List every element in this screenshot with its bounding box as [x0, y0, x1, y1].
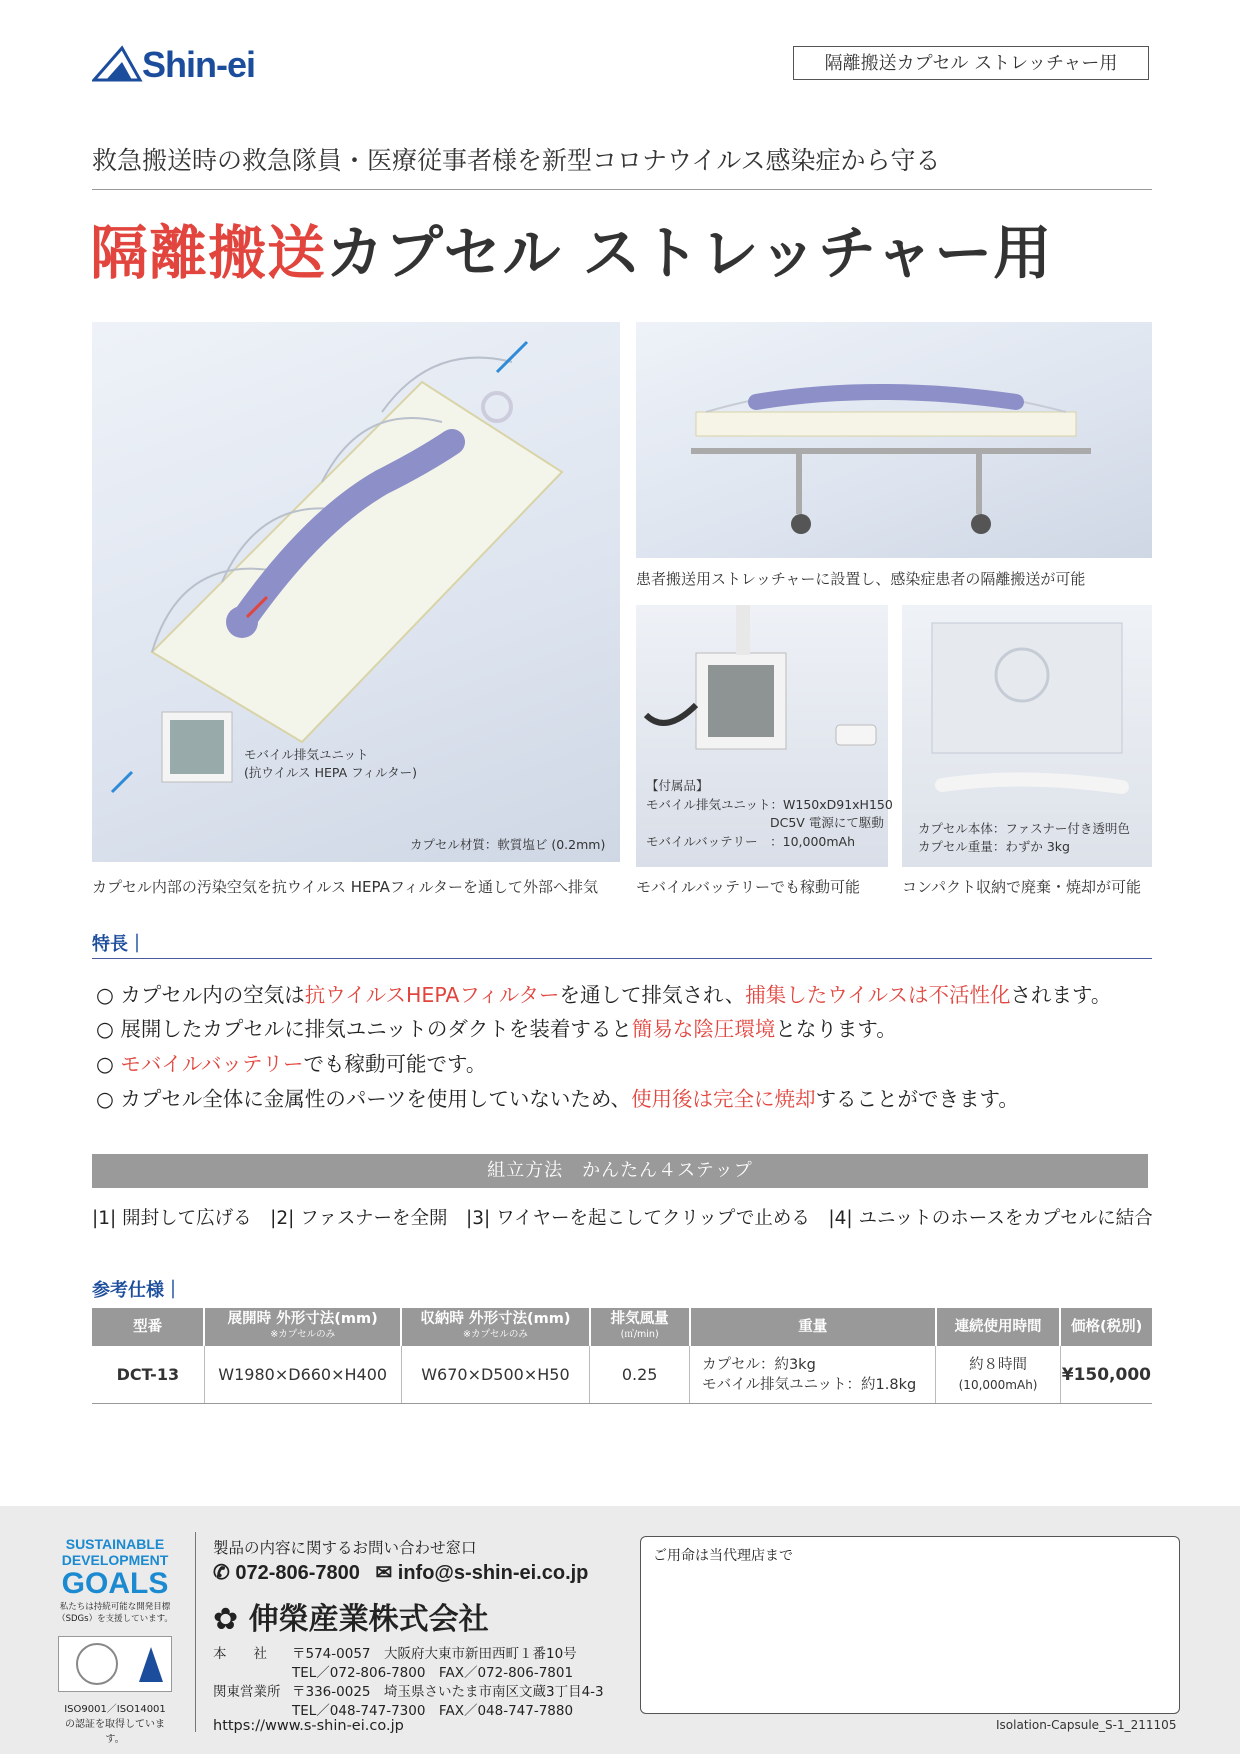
page-title — [90, 206, 1052, 290]
footer-divider — [195, 1532, 196, 1732]
east-address: 〒336-0025 埼玉県さいたま市南区文蔵3丁目4-3 — [292, 1684, 604, 1700]
folded-caption: コンパクト収納で廃棄・焼却が可能 — [902, 878, 1141, 896]
company-name: ✿ 伸榮産業株式会社 — [213, 1602, 489, 1637]
spec-heading: 参考仕様｜ — [92, 1280, 182, 1301]
website-link[interactable]: https://www.s-shin-ei.co.jp — [213, 1718, 404, 1734]
stretcher-caption: 患者搬送用ストレッチャーに設置し、感染症患者の隔離搬送が可能 — [636, 570, 1086, 588]
unit-filter-label: (抗ウイルス HEPA フィルター) — [244, 765, 418, 780]
email-link[interactable]: info@s-shin-ei.co.jp — [397, 1562, 589, 1584]
features-divider — [92, 958, 1152, 959]
capsule-weight-spec: カプセル重量：わずか 3kg — [918, 839, 1070, 854]
header-price: 価格(税別) — [1060, 1308, 1152, 1346]
feature-item-1: ○ カプセル内の空気は抗ウイルスHEPAフィルターを通して排気され、捕集したウイルスは不活性化されます。 — [96, 983, 1112, 1007]
subtitle: 救急搬送時の救急隊員・医療従事者様を新型コロナウイルス感染症から守る — [92, 146, 941, 175]
assembly-steps: |1| 開封して広げる |2| ファスナーを全開 |3| ワイヤーを起こしてクリップで止める |4| ユニットのホースをカプセルに結合 — [92, 1208, 1153, 1229]
cell-airflow: 0.25 — [590, 1346, 690, 1404]
iso-jab-icon — [59, 1637, 171, 1691]
title-rest: カプセル ストレッチャー用 — [326, 219, 1053, 287]
phone-icon: ✆ — [213, 1562, 230, 1584]
document-code: Isolation-Capsule_S-1_211105 — [996, 1718, 1177, 1732]
iso-note: ISO9001／ISO14001 の認証を取得しています。 — [64, 1704, 166, 1745]
cell-stored-size: W670×D500×H50 — [401, 1346, 590, 1404]
hq-tel: TEL／072-806-7800 FAX／072-806-7801 — [292, 1665, 574, 1681]
feature-item-3: ○ モバイルバッテリーでも稼動可能です。 — [96, 1052, 487, 1076]
spec-table — [92, 1308, 1152, 1404]
table-row — [92, 1346, 1152, 1404]
cell-weight: カプセル：約3kg モバイル排気ユニット：約1.8kg — [690, 1346, 936, 1404]
title-highlight: 隔離搬送 — [90, 219, 327, 287]
dealer-label: ご用命は当代理店まで — [653, 1548, 793, 1564]
cell-price: ¥150,000 — [1060, 1346, 1152, 1404]
dealer-box — [640, 1536, 1180, 1714]
unit-caption: モバイルバッテリーでも稼動可能 — [636, 878, 860, 896]
east-label: 関東営業所 — [213, 1684, 281, 1700]
mail-icon: ✉ — [375, 1562, 393, 1584]
assembly-bar: 組立方法 かんたん４ステップ — [92, 1154, 1148, 1188]
iso-certificate-icon — [58, 1636, 172, 1692]
company-logo-icon: ✿ — [213, 1602, 239, 1637]
features-heading: 特長｜ — [92, 934, 146, 955]
header-stored-size: 収納時 外形寸法(mm) ※カプセルのみ — [401, 1308, 590, 1346]
stretcher-illustration — [636, 322, 1152, 558]
feature-item-4: ○ カプセル全体に金属性のパーツを使用していないため、使用後は完全に焼却することができます。 — [96, 1087, 1019, 1111]
spec-header-row — [92, 1308, 1152, 1346]
header-model: 型番 — [92, 1308, 204, 1346]
header-weight: 重量 — [690, 1308, 936, 1346]
cell-open-size: W1980×D660×H400 — [204, 1346, 401, 1404]
hq-label: 本 社 — [213, 1646, 267, 1662]
header-time: 連続使用時間 — [936, 1308, 1060, 1346]
divider — [92, 189, 1152, 190]
header-open-size: 展開時 外形寸法(mm) ※カプセルのみ — [204, 1308, 401, 1346]
sdg-logo: SUSTAINABLE DEVELOPMENT GOALS 私たちは持続可能な開発目標 （SDGs）を支援しています。 — [57, 1536, 173, 1624]
brand-name: Shin-ei — [142, 44, 256, 85]
material-label: カプセル材質：軟質塩ビ (0.2mm) — [410, 837, 606, 852]
feature-item-2: ○ 展開したカプセルに排気ユニットのダクトを装着すると簡易な陰圧環境となります。 — [96, 1017, 897, 1041]
phone-number[interactable]: 072-806-7800 — [235, 1562, 360, 1584]
accessory-unit: モバイル排気ユニット：W150xD91xH150 — [646, 797, 893, 812]
contact-heading: 製品の内容に関するお問い合わせ窓口 — [213, 1539, 477, 1557]
cell-time: 約８時間 (10,000mAh) — [936, 1346, 1060, 1404]
main-caption: カプセル内部の汚染空気を抗ウイルス HEPAフィルターを通して外部へ排気 — [92, 878, 599, 896]
header-airflow: 排気風量 (㎥/min) — [590, 1308, 690, 1346]
unit-label: モバイル排気ユニット — [244, 747, 369, 762]
accessory-battery: モバイルバッテリー ：10,000mAh — [646, 834, 856, 849]
capsule-body-spec: カプセル本体：ファスナー付き透明色 — [918, 821, 1130, 836]
stretcher-image — [636, 322, 1152, 558]
accessory-power: DC5V 電源にて駆動 — [770, 815, 884, 830]
hq-address: 〒574-0057 大阪府大東市新田西町１番10号 — [292, 1646, 577, 1662]
document-tag: 隔離搬送カプセル ストレッチャー用 — [793, 46, 1149, 80]
accessory-heading: 【付属品】 — [646, 778, 709, 793]
contact-line — [213, 1560, 588, 1585]
cell-model: DCT-13 — [92, 1346, 204, 1404]
east-tel: TEL／048-747-7300 FAX／048-747-7880 — [292, 1703, 574, 1719]
